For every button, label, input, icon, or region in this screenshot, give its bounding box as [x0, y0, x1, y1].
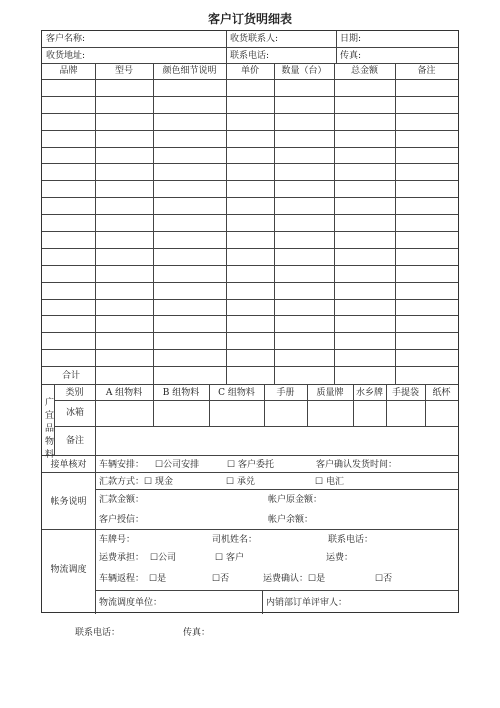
freight-field[interactable]: 运费：	[326, 553, 354, 563]
address-field[interactable]: 收货地址:	[46, 51, 86, 61]
remit-method-label: 汇款方式：	[99, 477, 145, 487]
order-form	[41, 30, 459, 613]
table-column-line	[334, 63, 335, 384]
original-amount-field[interactable]: 帐户原金额：	[268, 495, 323, 505]
logistics-phone-field[interactable]: 联系电话：	[328, 535, 374, 545]
plate-field[interactable]: 车牌号：	[99, 535, 136, 545]
freight-customer-option[interactable]: ☐ 客户	[215, 553, 244, 563]
divider	[95, 590, 458, 591]
table-column-line	[95, 63, 96, 384]
finance-label: 帐务说明	[50, 497, 87, 507]
gift-item: B 组物料	[162, 388, 200, 398]
telegraphic-option[interactable]: ☐ 电汇	[315, 477, 344, 487]
fridge-label: 冰箱	[66, 408, 85, 418]
freight-bearer-label: 运费承担：	[99, 553, 145, 563]
driver-field[interactable]: 司机姓名：	[212, 535, 258, 545]
footer-fax: 传真：	[183, 628, 211, 638]
divider	[54, 400, 458, 401]
divider	[262, 590, 263, 614]
gift-item: 手册	[276, 388, 295, 398]
customer-name-field[interactable]: 客户名称:	[46, 34, 86, 44]
column-header-model: 型号	[114, 66, 133, 76]
freight-company-option[interactable]: ☐公司	[150, 553, 177, 563]
column-header-remark: 备注	[417, 66, 436, 76]
return-no-option[interactable]: ☐否	[212, 574, 230, 584]
divider	[226, 31, 227, 63]
customer-entrust-option[interactable]: ☐ 客户委托	[227, 460, 274, 470]
divider	[42, 472, 458, 473]
footer-phone: 联系电话：	[75, 628, 121, 638]
gift-remark-label: 备注	[66, 436, 85, 446]
divider	[42, 455, 458, 456]
fax-field[interactable]: 传真:	[340, 51, 362, 61]
balance-field[interactable]: 帐户余额：	[268, 515, 314, 525]
divider	[42, 384, 458, 385]
return-trip-label: 车辆返程：	[99, 574, 145, 584]
credit-field[interactable]: 客户授信：	[99, 515, 145, 525]
column-header-color: 颜色细节说明	[162, 66, 217, 76]
company-arrange-option[interactable]: ☐公司安排	[155, 460, 200, 470]
divider	[42, 529, 458, 530]
column-header-total: 总金额	[350, 66, 378, 76]
date-field[interactable]: 日期:	[340, 34, 362, 44]
divider	[54, 426, 458, 427]
gift-item: 水乡牌	[355, 388, 383, 398]
logistics-label: 物流调度	[50, 565, 87, 575]
column-header-price: 单价	[240, 66, 259, 76]
acceptance-option[interactable]: ☐ 承兑	[226, 477, 255, 487]
table-column-line	[395, 63, 396, 384]
receiver-field[interactable]: 收货联系人:	[230, 34, 279, 44]
gift-item: 质量牌	[316, 388, 344, 398]
divider	[336, 31, 337, 63]
vehicle-arrange-label: 车辆安排：	[99, 460, 145, 470]
dispatch-unit-field[interactable]: 物流调度单位：	[99, 598, 163, 608]
order-check-label: 接单核对	[50, 460, 87, 470]
reviewer-field[interactable]: 内销部订单评审人：	[266, 598, 348, 608]
cash-option[interactable]: ☐ 现金	[144, 477, 173, 487]
return-yes-option[interactable]: ☐是	[149, 574, 167, 584]
phone-field[interactable]: 联系电话:	[230, 51, 270, 61]
freight-confirm-label: 运费确认：	[263, 574, 309, 584]
divider	[95, 489, 458, 490]
gift-side-label: 广 宜 品 物 料	[45, 398, 55, 460]
gift-item: C 组物料	[218, 388, 255, 398]
gift-type-label: 类别	[65, 388, 84, 398]
divider	[42, 47, 458, 48]
column-header-qty: 数量（台）	[281, 66, 327, 76]
gift-item: 手提袋	[391, 388, 419, 398]
gift-item: A 组物料	[105, 388, 143, 398]
confirm-no-option[interactable]: ☐否	[375, 574, 393, 584]
customer-confirm-field[interactable]: 客户确认发货时间：	[316, 460, 398, 470]
gift-item: 纸杯	[432, 388, 451, 398]
table-column-line	[274, 63, 275, 384]
confirm-yes-option[interactable]: ☐是	[308, 574, 326, 584]
total-label: 合计	[62, 371, 81, 381]
remit-amount-field[interactable]: 汇款金额：	[99, 495, 145, 505]
page-title: 客户订货明细表	[207, 12, 292, 26]
column-header-brand: 品牌	[59, 66, 78, 76]
table-column-line	[226, 63, 227, 384]
table-column-line	[153, 63, 154, 384]
